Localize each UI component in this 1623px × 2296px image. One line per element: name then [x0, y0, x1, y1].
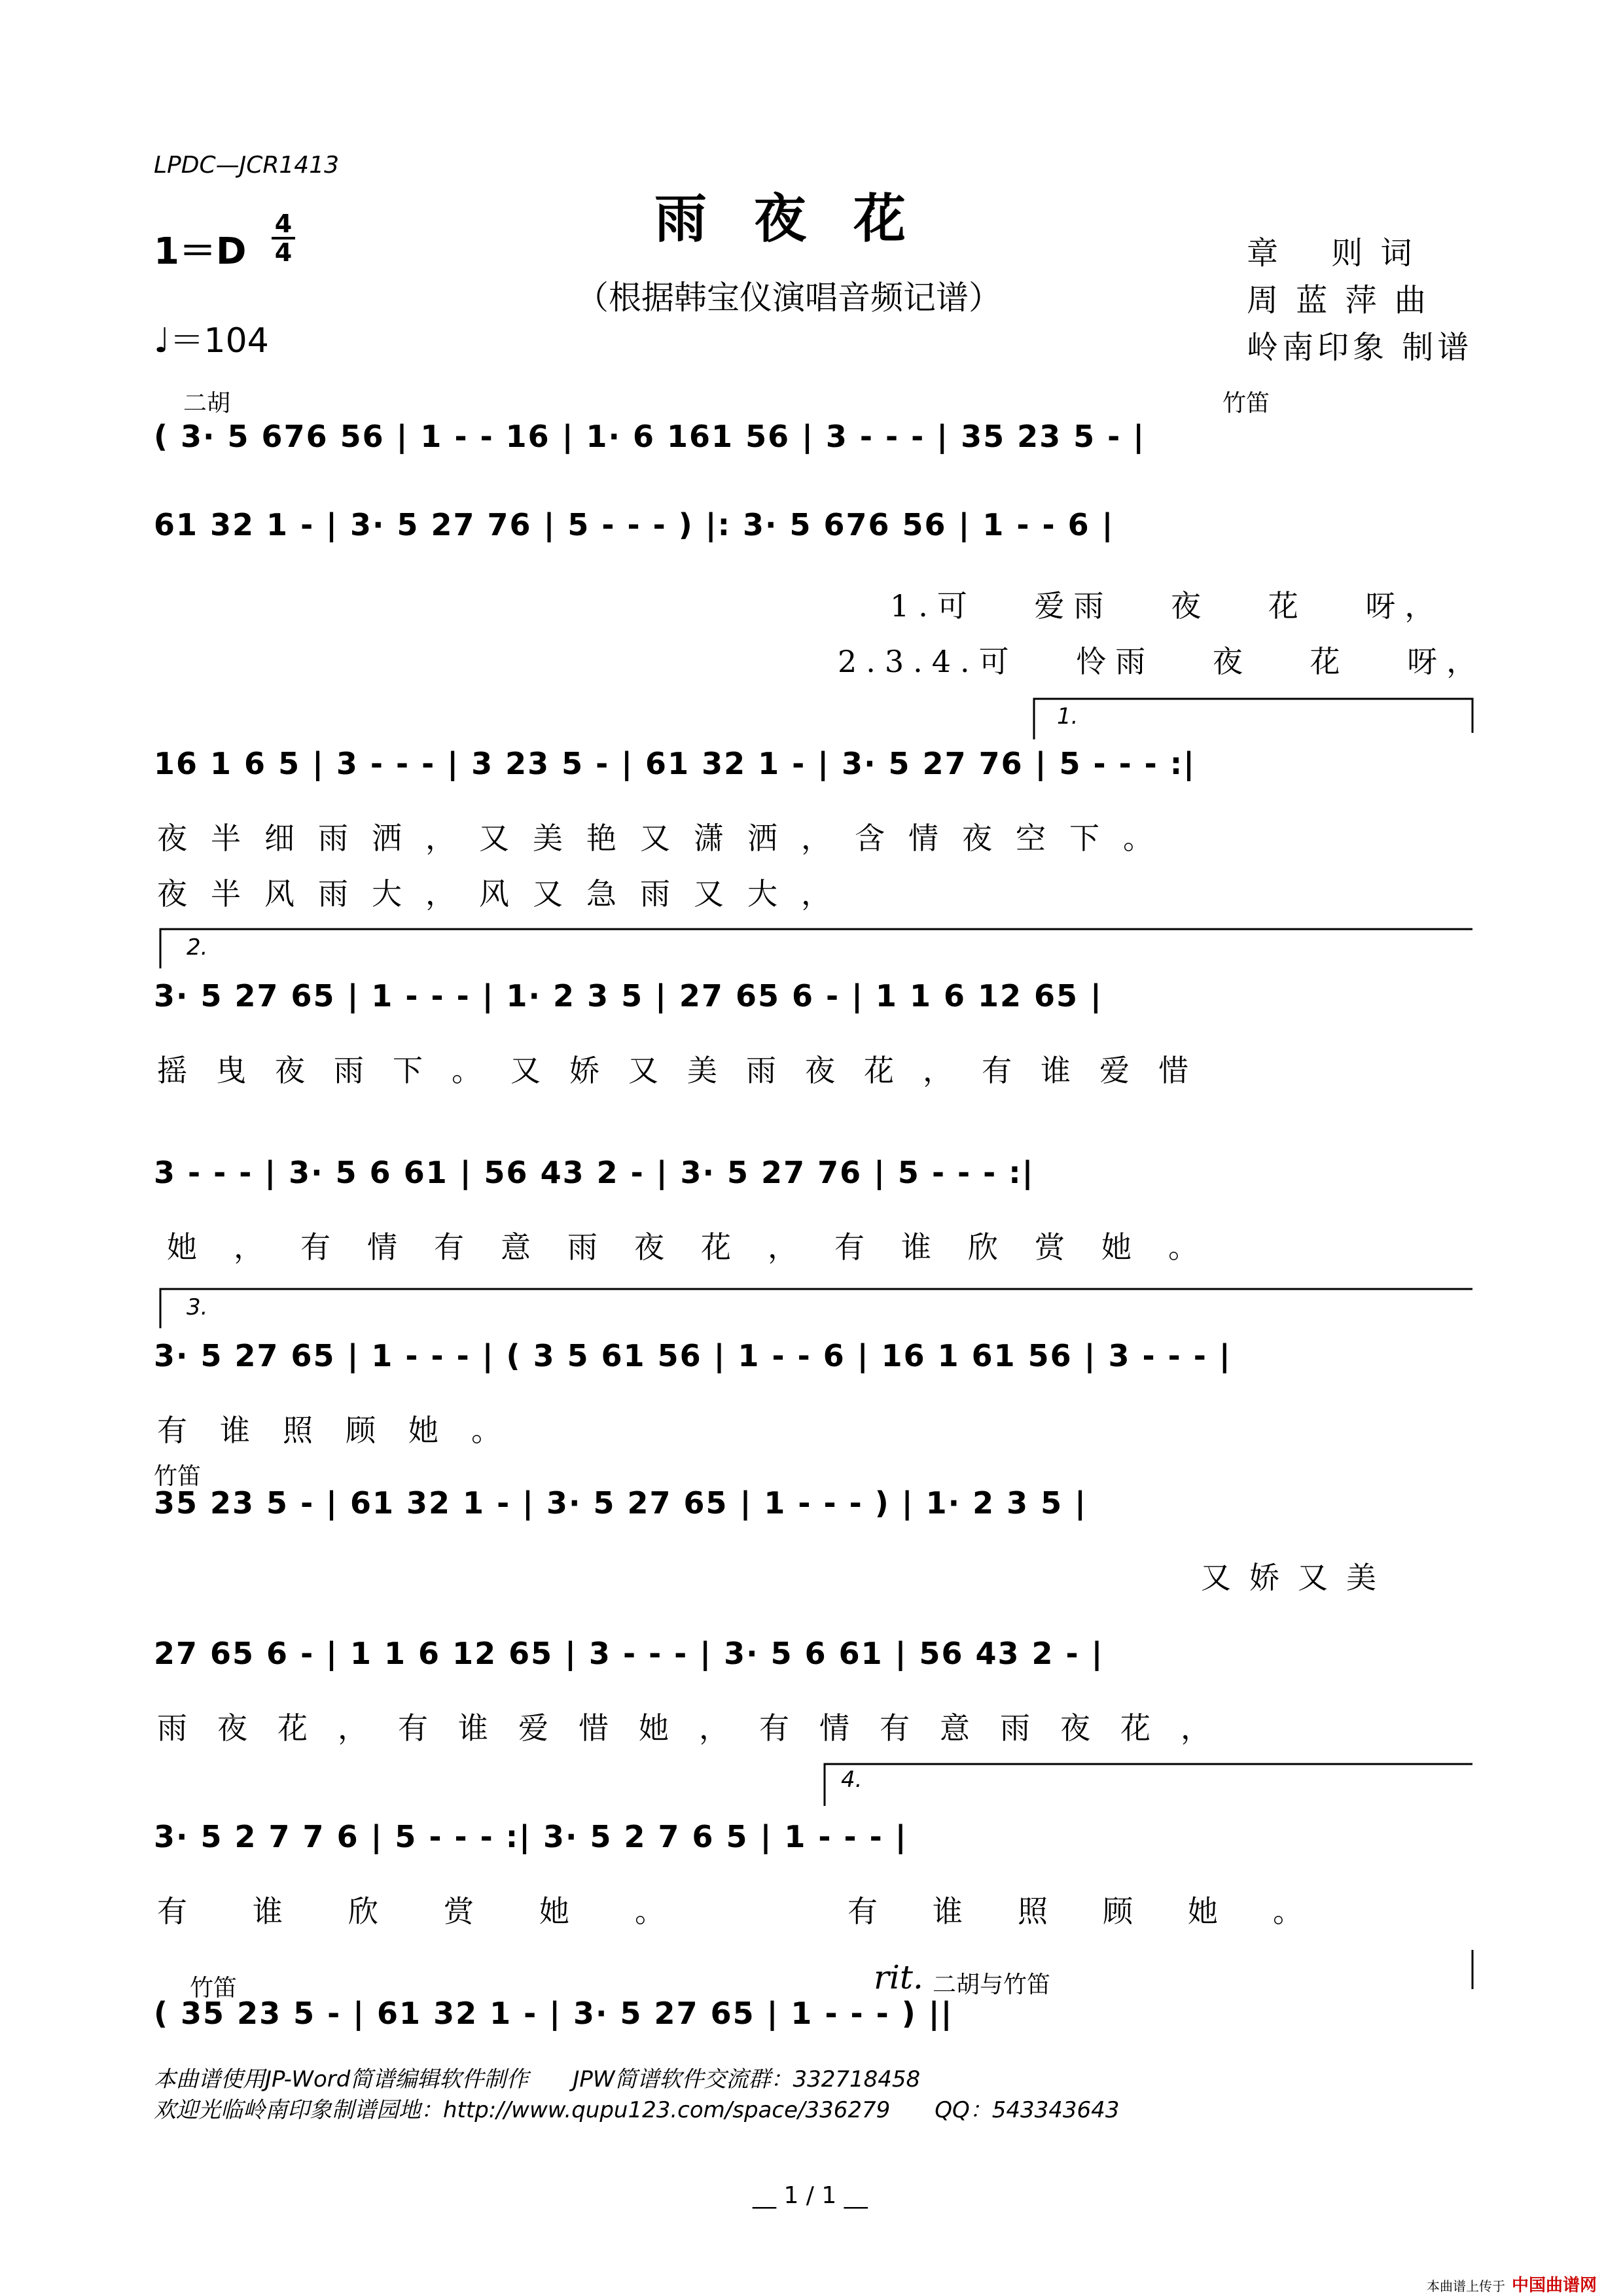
lyric-verse2-intro: 2.3.4.可 怜雨 夜 花 呀， — [838, 644, 1486, 679]
instrument-erhu: 二胡 — [183, 390, 231, 417]
instrument-erhu-dizi: 二胡与竹笛 — [933, 1971, 1051, 1998]
site-logo[interactable]: 中国曲谱网 — [1512, 2276, 1597, 2295]
score-line-6: 3· 5 27 65 | 1 - - - | ( 3 5 61 56 | 1 - - 6 | 16 1 61 56 | 3 - - - | — [154, 1338, 1232, 1373]
score-code: LPDC—JCR1413 — [154, 152, 340, 179]
upload-note: 本曲谱上传于 — [1427, 2278, 1505, 2294]
arranger-credit: 岭南印象 制谱 — [1247, 329, 1473, 366]
score-line-4: 3· 5 27 65 | 1 - - - | 1· 2 3 5 | 27 65 6 - | 1 1 6 12 65 | — [154, 978, 1103, 1014]
lyricist-credit: 章 则 词 — [1247, 235, 1416, 272]
lyric-line-9b: 有谁照顾她。 — [847, 1894, 1358, 1929]
footer-software: 本曲谱使用JP-Word简谱编辑软件制作 JPW简谱软件交流群：332718458 — [154, 2066, 921, 2093]
score-line-10: ( 35 23 5 - | 61 32 1 - | 3· 5 27 65 | 1 - - - ) || — [154, 1996, 954, 2031]
lyric-line-5: 她，有情有意雨夜花，有谁欣赏她。 — [167, 1229, 1235, 1265]
score-line-5: 3 - - - | 3· 5 6 61 | 56 43 2 - | 3· 5 27 76 | 5 - - - :| — [154, 1155, 1035, 1190]
meter-top: 4 — [274, 209, 293, 238]
key-signature: 1＝D — [154, 230, 247, 273]
page-number: __ 1 / 1 __ — [753, 2182, 868, 2209]
lyric-line-7: 又娇又美 — [1201, 1560, 1395, 1595]
score-line-7: 35 23 5 - | 61 32 1 - | 3· 5 27 65 | 1 - - - ) | 1· 2 3 5 | — [154, 1485, 1087, 1521]
footer-website: 欢迎光临岭南印象制谱园地：http://www.qupu123.com/space/336279 QQ：543343643 — [154, 2097, 1120, 2123]
tempo-marking: ♩＝104 — [154, 321, 269, 361]
lyric-line-8: 雨夜花，有谁爱惜她，有情有意雨夜花， — [157, 1710, 1241, 1746]
ending-2: 2. — [187, 934, 208, 961]
score-line-9: 3· 5 2 7 7 6 | 5 - - - :| 3· 5 2 7 6 5 | 1 - - - | — [154, 1819, 908, 1854]
composer-credit: 周 蓝 萍 曲 — [1247, 282, 1430, 319]
lyric-line-3a: 夜半细雨洒，又美艳又潇洒，含情夜空下。 — [157, 821, 1177, 856]
ending-3: 3. — [187, 1294, 208, 1320]
ending-4: 4. — [841, 1767, 863, 1793]
instrument-dizi-1: 竹笛 — [1222, 390, 1270, 417]
instrument-dizi-3: 竹笛 — [190, 1975, 238, 2002]
lyric-verse1-intro: 1.可 爱雨 夜 花 呀， — [890, 588, 1444, 624]
lyric-line-9a: 有谁欣赏她。 — [157, 1894, 730, 1929]
ending-1: 1. — [1057, 703, 1079, 730]
score-line-1: ( 3· 5 676 56 | 1 - - 16 | 1· 6 161 56 | 3 - - - | 35 23 5 - | — [154, 419, 1146, 454]
rit-marking: rit. — [874, 1958, 923, 1996]
meter-bottom: 4 — [274, 238, 293, 267]
lyric-line-4: 摇曳夜雨下。又娇又美雨夜花，有谁爱惜 — [157, 1053, 1217, 1088]
lyric-line-6: 有谁照顾她。 — [157, 1413, 534, 1448]
score-line-3: 16 1 6 5 | 3 - - - | 3 23 5 - | 61 32 1 - | 3· 5 27 76 | 5 - - - :| — [154, 746, 1196, 781]
song-title: 雨夜花 — [654, 188, 953, 249]
score-line-2: 61 32 1 - | 3· 5 27 76 | 5 - - - ) |: 3· 5 676 56 | 1 - - 6 | — [154, 507, 1115, 542]
song-subtitle: （根据韩宝仪演唱音频记谱） — [576, 279, 1001, 317]
instrument-dizi-2: 竹笛 — [154, 1463, 202, 1490]
lyric-line-3b: 夜半风雨大，风又急雨又大， — [157, 876, 855, 911]
score-line-8: 27 65 6 - | 1 1 6 12 65 | 3 - - - | 3· 5 6 61 | 56 43 2 - | — [154, 1636, 1104, 1671]
